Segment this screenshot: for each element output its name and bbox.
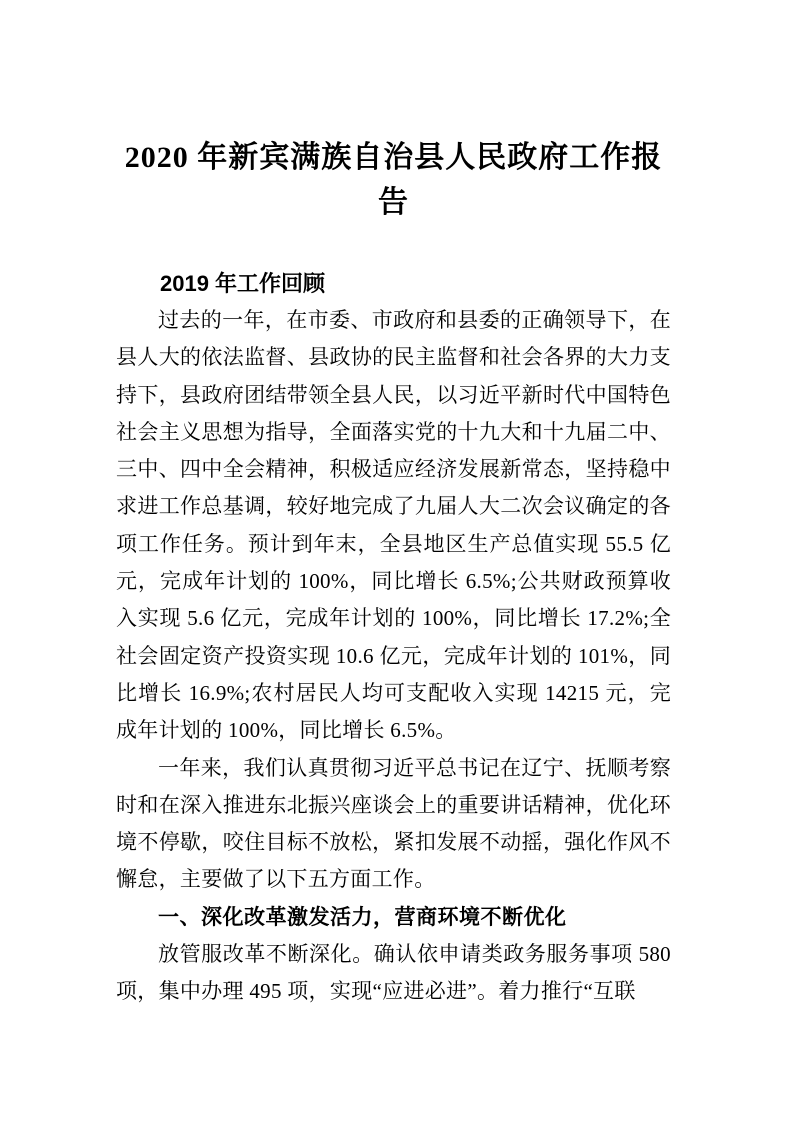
paragraph-work-summary: 一年来，我们认真贯彻习近平总书记在辽宁、抚顺考察时和在深入推进东北振兴座谈会上的重要讲话精神，优化环境不停歇，咬住目标不放松，紧扣发展不动摇，强化作风不懈怠，主要做了以下五方面工作。 (116, 755, 671, 892)
subheading-reform-business-environment: 一、深化改革激发活力，营商环境不断优化 (158, 904, 567, 929)
document-title: 2020 年新宾满族自治县人民政府工作报告 (124, 141, 663, 219)
paragraph-reform-detail: 放管服改革不断深化。确认依申请类政务服务事项 580 项，集中办理 495 项，实现“应进必进”。着力推行“互联 (116, 942, 671, 1004)
document-body (116, 265, 671, 1011)
section-heading-2019-review: 2019 年工作回顾 (160, 271, 326, 296)
paragraph-year-review: 过去的一年，在市委、市政府和县委的正确领导下，在县人大的依法监督、县政协的民主监督和社会各界的大力支持下，县政府团结带领全县人民，以习近平新时代中国特色社会主义思想为指导，全面落实党的十九大和十九届二中、三中、四中全会精神，积极适应经济发展新常态，坚持稳中求进工作总基调，较好地完成了九届人大二次会议确定的各项工作任务。预计到年末，全县地区生产总值实现 55.5 亿元，完成年计划的 100%，同比增长 6.5%;公共财政预算收入实现 5.6 亿元，完成年计划的 100%，同比增长 17.2%;全社会固定资产投资实现 10.6 亿元，完成年计划的 101%，同比增长 16.9%;农村居民人均可支配收入实现 14215 元，完成年计划的 100%，同比增长 6.5%。 (116, 308, 671, 743)
